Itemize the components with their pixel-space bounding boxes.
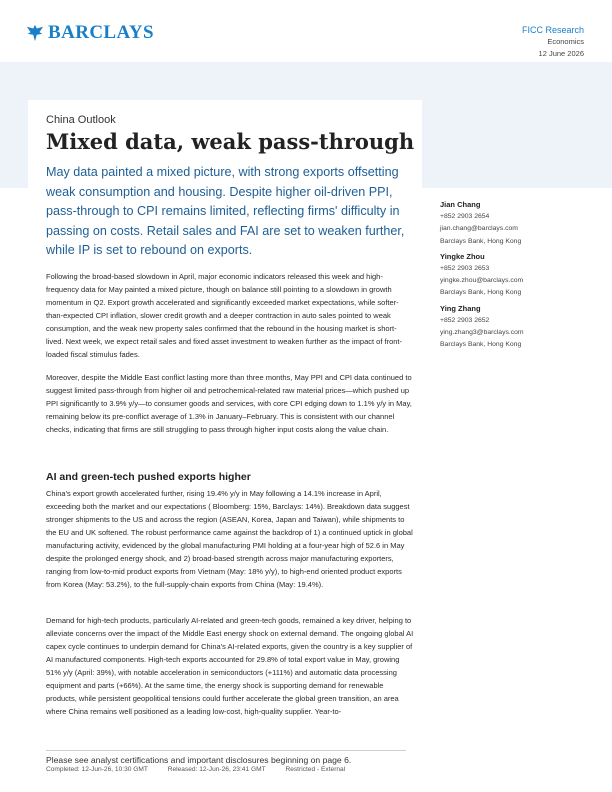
classification-label: Restricted - External: [285, 766, 346, 773]
eagle-icon: [26, 24, 44, 42]
brand-name: BARCLAYS: [48, 22, 154, 43]
author-card: [440, 251, 590, 300]
author-list: [440, 199, 590, 354]
author-phone: +852 2903 2654: [440, 213, 490, 221]
author-org: Barclays Bank, Hong Kong: [440, 289, 522, 297]
author-email[interactable]: jian.chang@barclays.com: [440, 225, 518, 233]
section-heading: AI and green-tech pushed exports higher: [46, 471, 251, 483]
release-info: [46, 766, 406, 773]
author-name: Jian Chang: [440, 200, 481, 209]
desk-label: FICC Research: [521, 25, 584, 35]
author-card: [440, 303, 590, 352]
section-paragraph-1: China's export growth accelerated further, rising 19.4% y/y in May following a 14.1% increase in April, exceeding both the market and our expectations ( Bloomberg: 15%, Barclays: 14%). Breakdown data suggest stronger shipments to the US and across the region (ASEAN, Korea, Japan and Taiwan), while shipments to the EU and UK softened. The robust performance came against the backdrop of 1) a continued uptick in global manufacturing activity, evidenced by the global manufacturing PMI holding at a four-year high of 52.6 in May despite the prolonged energy shock, and 2) broad-based strength across major manufacturing exporters, ranging from low-to-mid product exports from Vietnam (May: 18% y/y), to high-end oriented product exports from Korea (May: 53.2%), to the full-supply-chain exports from China (May: 19.4%).: [46, 489, 413, 589]
author-card: [440, 199, 590, 248]
report-kicker: China Outlook: [46, 114, 116, 126]
disclosure-note: Please see analyst certifications and important disclosures beginning on page 6.: [46, 755, 352, 765]
author-email[interactable]: yingke.zhou@barclays.com: [440, 277, 524, 285]
body-paragraph-1: Following the broad-based slowdown in April, major economic indicators released this week and high-frequency data for May painted a mixed picture, though on balance still pointing to a slowdown in growth momentum in Q2. Export growth accelerated and significantly exceeded market expectations, while softer-than-expected CPI inflation, slower credit growth and a deeper contraction in auto sales pointed to weak consumption, and the weak new property sales confirmed that the rebound in the housing market is short-lived. Next week, we expect retail sales and fixed asset investment to weaken further as the impact of front-loaded fiscal stimulus fades.: [46, 272, 403, 359]
section-paragraph-2: Demand for high-tech products, particularly AI-related and green-tech goods, remained a key driver, helping to alleviate concerns over the impact of the Middle East energy shock on external demand. The ongoing global AI capex cycle continues to underpin demand for China's AI-related exports, given the country is a key supplier of AI manufactured components. High-tech exports accounted for 29.8% of total export value in May, growing 51% y/y (April: 39%), with notable acceleration in semiconductors (+111%) and automatic data processing equipment and parts (+66%). At the same time, the energy shock is supporting demand for renewable products, while persistent geopolitical tensions could further accelerate the global green transition, an area where China remains well positioned as a leading low-cost, high-quality supplier. Year-to-: [46, 616, 414, 716]
report-meta: [522, 24, 584, 60]
released-time: Released: 12-Jun-26, 23:41 GMT: [167, 766, 266, 773]
author-org: Barclays Bank, Hong Kong: [440, 341, 522, 349]
author-phone: +852 2903 2652: [440, 316, 490, 324]
barclays-logo: [26, 22, 154, 44]
dept-label: Economics: [547, 37, 584, 46]
page-footer: [46, 750, 406, 773]
report-date: 12 June 2026: [538, 49, 584, 58]
lede-summary: May data painted a mixed picture, with strong exports offsetting weak consumption and housing. Despite higher oil-driven PPI, pass-through to CPI remains limited, reflecting firms' difficulty in passing on costs. Retail sales and FAI are set to weaken further, while IP is set to rebound on exports.: [46, 165, 405, 257]
page-title: Mixed data, weak pass-through: [46, 129, 415, 154]
author-phone: +852 2903 2653: [440, 265, 490, 273]
author-org: Barclays Bank, Hong Kong: [440, 237, 522, 245]
body-paragraph-2: Moreover, despite the Middle East conflict lasting more than three months, May PPI and CPI data continued to suggest limited pass-through from higher oil and petrochemical-related raw material prices—which pushed up PPI significantly to 3.9% y/y—to consumer goods and services, with core CPI edging down to 1.1% y/y in May, remaining below its pre-conflict average of 1.3% in January–February. This is consistent with our channel checks, indicating that firms are still struggling to pass through higher input costs along the value chain.: [46, 373, 412, 434]
completed-time: Completed: 12-Jun-26, 10:30 GMT: [46, 766, 148, 773]
author-name: Yingke Zhou: [440, 251, 485, 261]
author-email[interactable]: ying.zhang3@barclays.com: [440, 329, 524, 337]
author-name: Ying Zhang: [440, 303, 481, 313]
